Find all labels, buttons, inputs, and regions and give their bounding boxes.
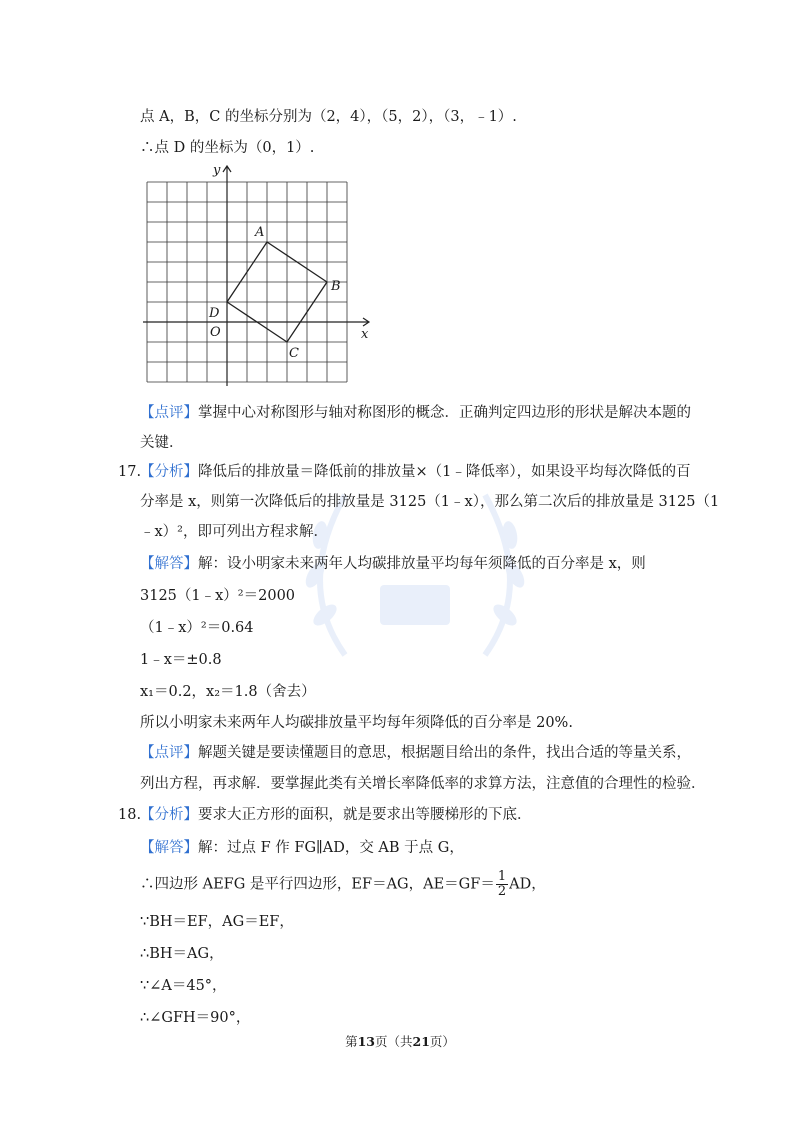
analysis-tag: 【分析】	[140, 807, 198, 823]
q18-answer-line-3: ∵BH＝EF，AG＝EF，	[140, 914, 294, 930]
y-axis	[223, 166, 231, 386]
parallelogram-text: ∴四边形 AEFG 是平行四边形，EF＝AG，AE＝GF＝	[140, 876, 495, 893]
q18-answer-line-6: ∴∠GFH＝90°，	[140, 1010, 251, 1026]
answer-tag: 【解答】	[140, 556, 198, 572]
review-tag: 【点评】	[140, 405, 198, 421]
review-16-line-2: 关键．	[140, 435, 184, 451]
fraction-numerator: 1	[497, 869, 507, 884]
q17-equation-2: （1﹣x）²＝0.64	[140, 620, 254, 636]
q18-answer-line-1	[140, 838, 464, 858]
footer-total-pages: 21	[412, 1034, 430, 1049]
x-axis-label: x	[361, 327, 369, 342]
footer-post: 页）	[429, 1034, 455, 1049]
origin-label: O	[210, 325, 221, 340]
q17-analysis-line-1	[140, 462, 691, 482]
q17-review-line-1	[140, 743, 691, 763]
prev-point-d-line: ∴点 D 的坐标为（0，1）.	[140, 140, 315, 156]
q18-analysis-line	[140, 805, 532, 825]
answer-text: 解：设小明家未来两年人均碳排放量平均每年须降低的百分率是 x，则	[198, 556, 646, 572]
q17-analysis-line-3: ﹣x）²，即可列出方程求解．	[140, 524, 328, 540]
q18-answer-line-5: ∵∠A＝45°，	[140, 978, 227, 994]
answer-tag: 【解答】	[140, 840, 198, 856]
quadrilateral-abcd	[227, 242, 327, 342]
parallelogram-text-end: AD，	[509, 876, 546, 893]
q18-answer-line-2	[140, 870, 546, 899]
fraction-denominator: 2	[497, 884, 507, 899]
review-text: 掌握中心对称图形与轴对称图形的概念．正确判定四边形的形状是解决本题的	[198, 405, 691, 421]
q17-equation-4: x₁＝0.2，x₂＝1.8（舍去）	[140, 684, 316, 700]
point-label-d: D	[209, 306, 220, 321]
q17-equation-3: 1﹣x＝±0.8	[140, 652, 222, 668]
q17-answer-line-1	[140, 554, 646, 574]
fraction-one-half	[496, 870, 508, 899]
review-text: 解题关键是要读懂题目的意思，根据题目给出的条件，找出合适的等量关系，	[198, 745, 691, 761]
point-label-b: B	[331, 279, 341, 294]
question-18-number: 18.	[118, 807, 142, 823]
q18-answer-line-4: ∴BH＝AG，	[140, 946, 224, 962]
answer-text: 解：过点 F 作 FG∥AD，交 AB 于点 G，	[198, 840, 464, 856]
q17-equation-1: 3125（1﹣x）²＝2000	[140, 588, 296, 604]
analysis-text: 要求大正方形的面积，就是要求出等腰梯形的下底．	[198, 807, 532, 823]
footer-pre: 第	[345, 1034, 358, 1049]
footer-page-number: 13	[357, 1034, 375, 1049]
review-tag: 【点评】	[140, 745, 198, 761]
y-axis-label: y	[213, 163, 221, 178]
q17-review-line-2: 列出方程，再求解．要掌握此类有关增长率降低率的求算方法，注意值的合理性的检验．	[140, 776, 706, 792]
coordinate-grid-figure	[135, 160, 375, 392]
point-label-c: C	[289, 346, 299, 361]
footer-mid: 页（共	[374, 1034, 413, 1049]
review-16-line-1	[140, 403, 691, 423]
question-17-number: 17.	[118, 464, 142, 480]
analysis-text: 降低后的排放量＝降低前的排放量×（1﹣降低率），如果设平均每次降低的百	[198, 464, 691, 480]
q17-analysis-line-2: 分率是 x，则第一次降低后的排放量是 3125（1﹣x），那么第二次后的排放量是 3125（1	[140, 494, 720, 510]
point-label-a: A	[255, 225, 265, 240]
q17-conclusion: 所以小明家未来两年人均碳排放量平均每年须降低的百分率是 20%.	[140, 715, 573, 731]
analysis-tag: 【分析】	[140, 464, 198, 480]
page-footer	[0, 1032, 800, 1050]
prev-coordinates-line: 点 A，B，C 的坐标分别为（2，4），（5，2），（3，﹣1）.	[140, 109, 517, 125]
